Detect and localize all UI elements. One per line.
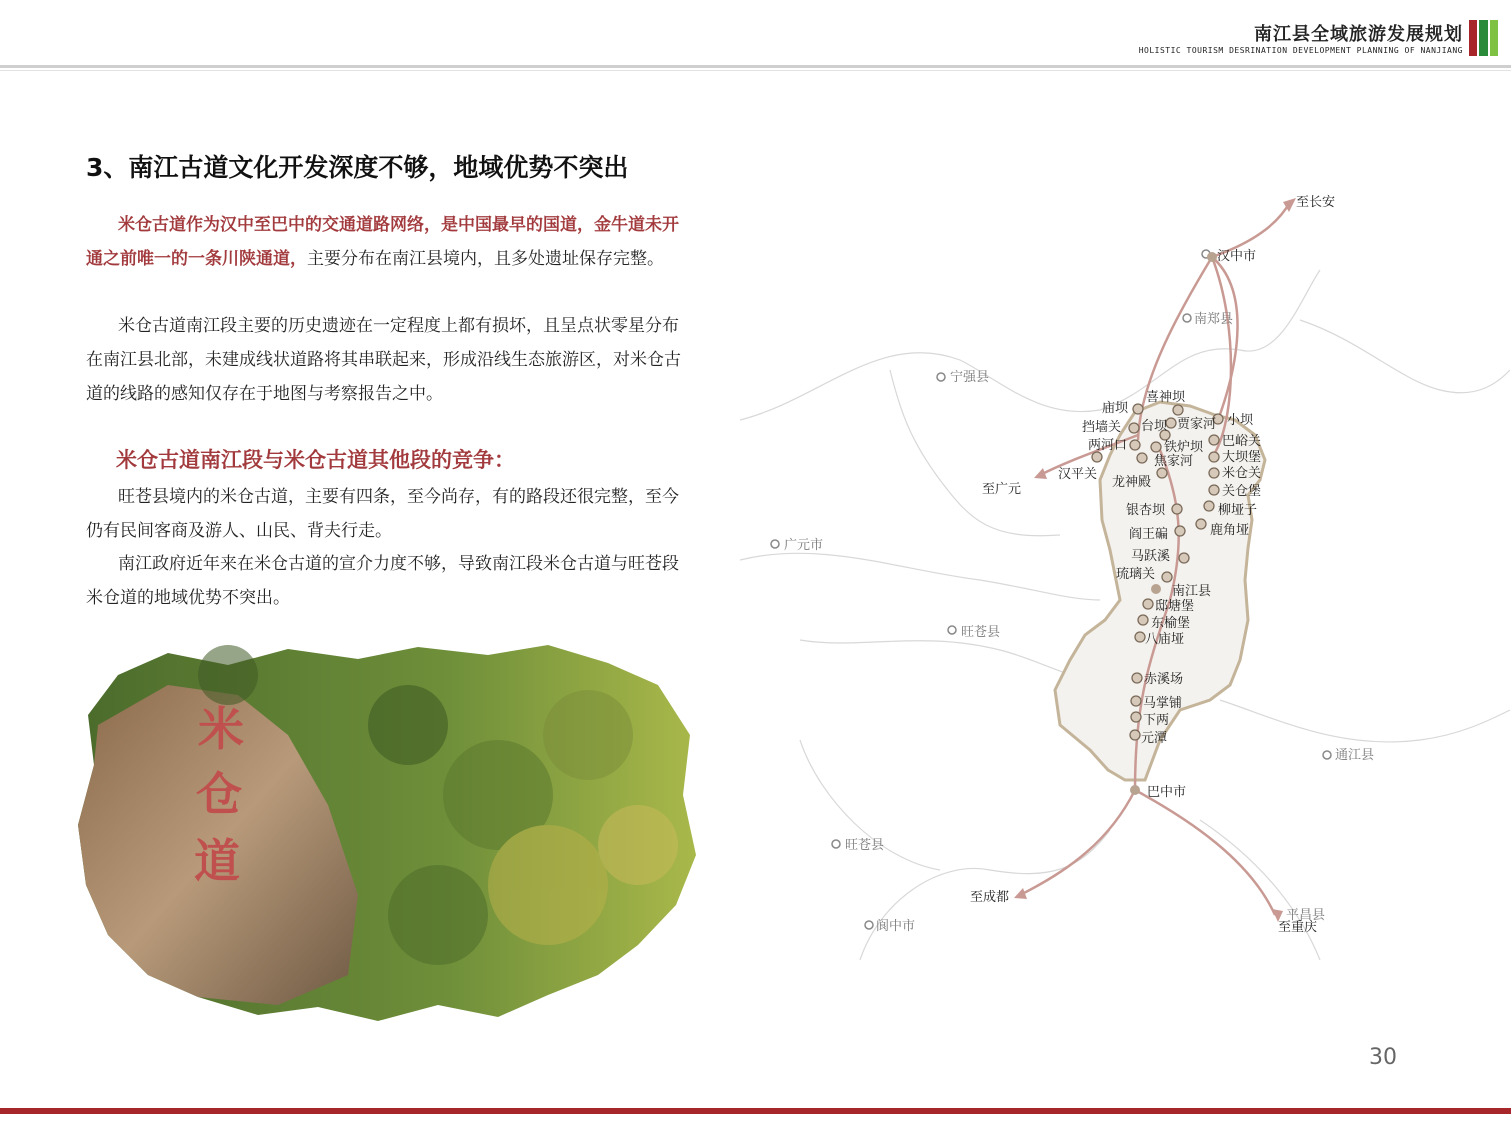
label-langzhong: 阆中市 (876, 919, 916, 934)
label-dangqiangguan: 挡墙关 (1082, 420, 1122, 435)
node-nanjiang (1151, 584, 1161, 594)
label-nanzheng: 南郑县 (1194, 312, 1234, 327)
section-heading: 3、南江古道文化开发深度不够，地域优势不突出 (86, 153, 629, 182)
page-number: 30 (1369, 1045, 1397, 1070)
label-to-chengdu: 至成都 (970, 890, 1010, 905)
header-divider-thin (0, 70, 1511, 71)
label-hanzhong: 汉中市 (1217, 249, 1257, 264)
label-yinxingba: 银杏坝 (1126, 503, 1166, 518)
label-jiajiahe: 贾家河 (1177, 417, 1217, 432)
label-xishenba: 喜神坝 (1146, 390, 1186, 405)
label-qiutangpu: 邸塘堡 (1155, 599, 1195, 614)
label-jiaojiahe: 焦家河 (1154, 454, 1194, 469)
micang-route-map (740, 180, 1510, 960)
light-green-bar (1490, 20, 1498, 56)
stop-bamiaoya (1135, 632, 1145, 642)
label-to-guangyuan: 至广元 (982, 482, 1022, 497)
stop-dangqiangguan (1129, 423, 1139, 433)
stop-yanwangbian (1175, 526, 1185, 536)
stop-qiutangpu (1143, 599, 1153, 609)
marker-wangcang-2 (832, 840, 840, 848)
label-mazhangpu: 马掌铺 (1143, 696, 1183, 711)
label-bayuguan: 巴峪关 (1222, 434, 1262, 449)
stop-jiaojiahe (1137, 453, 1147, 463)
stop-jiajiahe (1166, 418, 1176, 428)
marker-langzhong (865, 921, 873, 929)
stop-dabapu (1209, 452, 1219, 462)
stop-bayuguan (1209, 435, 1219, 445)
label-guancangpu: 关仓堡 (1222, 484, 1262, 499)
brand-color-bars (1469, 20, 1501, 56)
label-lujiaoya: 鹿角垭 (1210, 523, 1250, 538)
stop-chixichang (1132, 673, 1142, 683)
stop-longshendian (1157, 468, 1167, 478)
label-yuantan: 元潭 (1141, 731, 1168, 746)
marker-wangcang-1 (948, 626, 956, 634)
stop-mazhangpu (1131, 696, 1141, 706)
label-longshendian: 龙神殿 (1112, 475, 1152, 490)
label-micangguan: 米仓关 (1222, 466, 1262, 481)
competition-paragraph-1: 旺苍县境内的米仓古道，主要有四条，至今尚存，有的路段还很完整，至今仍有民间客商及游人、山民、背夫行走。 (86, 487, 679, 541)
label-mayuexi: 马跃溪 (1131, 549, 1171, 564)
stop-mayuexi (1179, 553, 1189, 563)
label-liuliguan: 琉璃关 (1116, 567, 1156, 582)
document-title: 南江县全域旅游发展规划 (1254, 24, 1463, 45)
label-dabapu: 大坝堡 (1222, 450, 1262, 465)
micang-rock-photo (78, 645, 696, 1021)
label-bazhong: 巴中市 (1147, 785, 1187, 800)
carved-char-1: 米 (198, 702, 244, 756)
label-wangcang-2: 旺苍县 (845, 838, 885, 853)
label-hanpingguan: 汉平关 (1058, 467, 1098, 482)
label-pingchang: 平昌县 (1286, 908, 1326, 923)
label-guangyuan: 广元市 (784, 538, 824, 553)
label-dongyupu: 东榆堡 (1151, 616, 1191, 631)
stop-xishenba (1173, 405, 1183, 415)
label-nanjiang: 南江县 (1172, 584, 1212, 599)
label-to-changan: 至长安 (1296, 195, 1336, 210)
carved-char-3: 道 (194, 834, 240, 888)
stop-guancangpu (1209, 485, 1219, 495)
stop-micangguan (1209, 468, 1219, 478)
stop-tieluba (1151, 442, 1161, 452)
label-taiba: 台坝 (1141, 419, 1168, 434)
header-divider (0, 65, 1511, 68)
label-tongjiang: 通江县 (1335, 748, 1375, 763)
label-to-chongqing: 至重庆 (1278, 920, 1318, 935)
stop-dongyupu (1138, 615, 1148, 625)
stop-liuyazi (1204, 501, 1214, 511)
stop-lianghekou (1130, 440, 1140, 450)
footer-bar (0, 1108, 1511, 1114)
green-bar (1479, 20, 1488, 56)
label-miaoba: 庙坝 (1102, 401, 1129, 416)
stop-xialiang (1131, 712, 1141, 722)
stop-yuantan (1130, 730, 1140, 740)
stop-miaoba (1133, 404, 1143, 414)
intro-paragraph (86, 208, 690, 276)
competition-heading: 米仓古道南江段与米仓古道其他段的竞争： (116, 448, 515, 472)
node-hanzhong (1207, 252, 1217, 262)
competition-paragraph-2: 南江政府近年来在米仓古道的宣介力度不够，导致南江段米仓古道与旺苍段米仓道的地域优势不突出。 (86, 554, 679, 608)
label-ningqiang: 宁强县 (950, 370, 990, 385)
label-bamiaoya: 八庙垭 (1145, 632, 1185, 647)
red-bar (1469, 20, 1477, 56)
marker-ningqiang (937, 373, 945, 381)
intro-highlight: 米仓古道作为汉中至巴中的交通道路网络，是中国最早的国道，金牛道未开通之前唯一的一条川陕通道， (86, 215, 679, 269)
node-bazhong (1130, 785, 1140, 795)
label-wangcang-1: 旺苍县 (961, 625, 1001, 640)
stop-liuliguan (1162, 572, 1172, 582)
marker-guangyuan (771, 540, 779, 548)
carved-char-2: 仓 (196, 767, 242, 821)
label-chixichang: 赤溪场 (1144, 672, 1184, 687)
stop-hanpingguan (1092, 452, 1102, 462)
label-yanwangbian: 阎王碥 (1129, 527, 1169, 542)
marker-tongjiang (1323, 751, 1331, 759)
document-subtitle: HOLISTIC TOURISM DESRINATION DEVELOPMENT PLANNING OF NANJIANG (1138, 46, 1463, 55)
stop-yinxingba (1172, 504, 1182, 514)
label-lianghekou: 两河口 (1088, 438, 1128, 453)
intro-rest: 主要分布在南江县境内，且多处遗址保存完整。 (307, 249, 664, 269)
label-xialiang: 下两 (1143, 713, 1170, 728)
marker-nanzheng (1183, 314, 1191, 322)
stop-lujiaoya (1196, 519, 1206, 529)
label-xiaoba: 小坝 (1227, 413, 1254, 428)
damage-paragraph: 米仓古道南江段主要的历史遗迹在一定程度上都有损坏，且呈点状零星分布在南江县北部，未建成线状道路将其串联起来，形成沿线生态旅游区，对米仓古道的线路的感知仅存在于地图与考察报告之中。 (86, 316, 681, 404)
label-liuyazi: 柳垭子 (1218, 503, 1258, 518)
label-tieluba: 铁炉坝 (1164, 440, 1204, 455)
